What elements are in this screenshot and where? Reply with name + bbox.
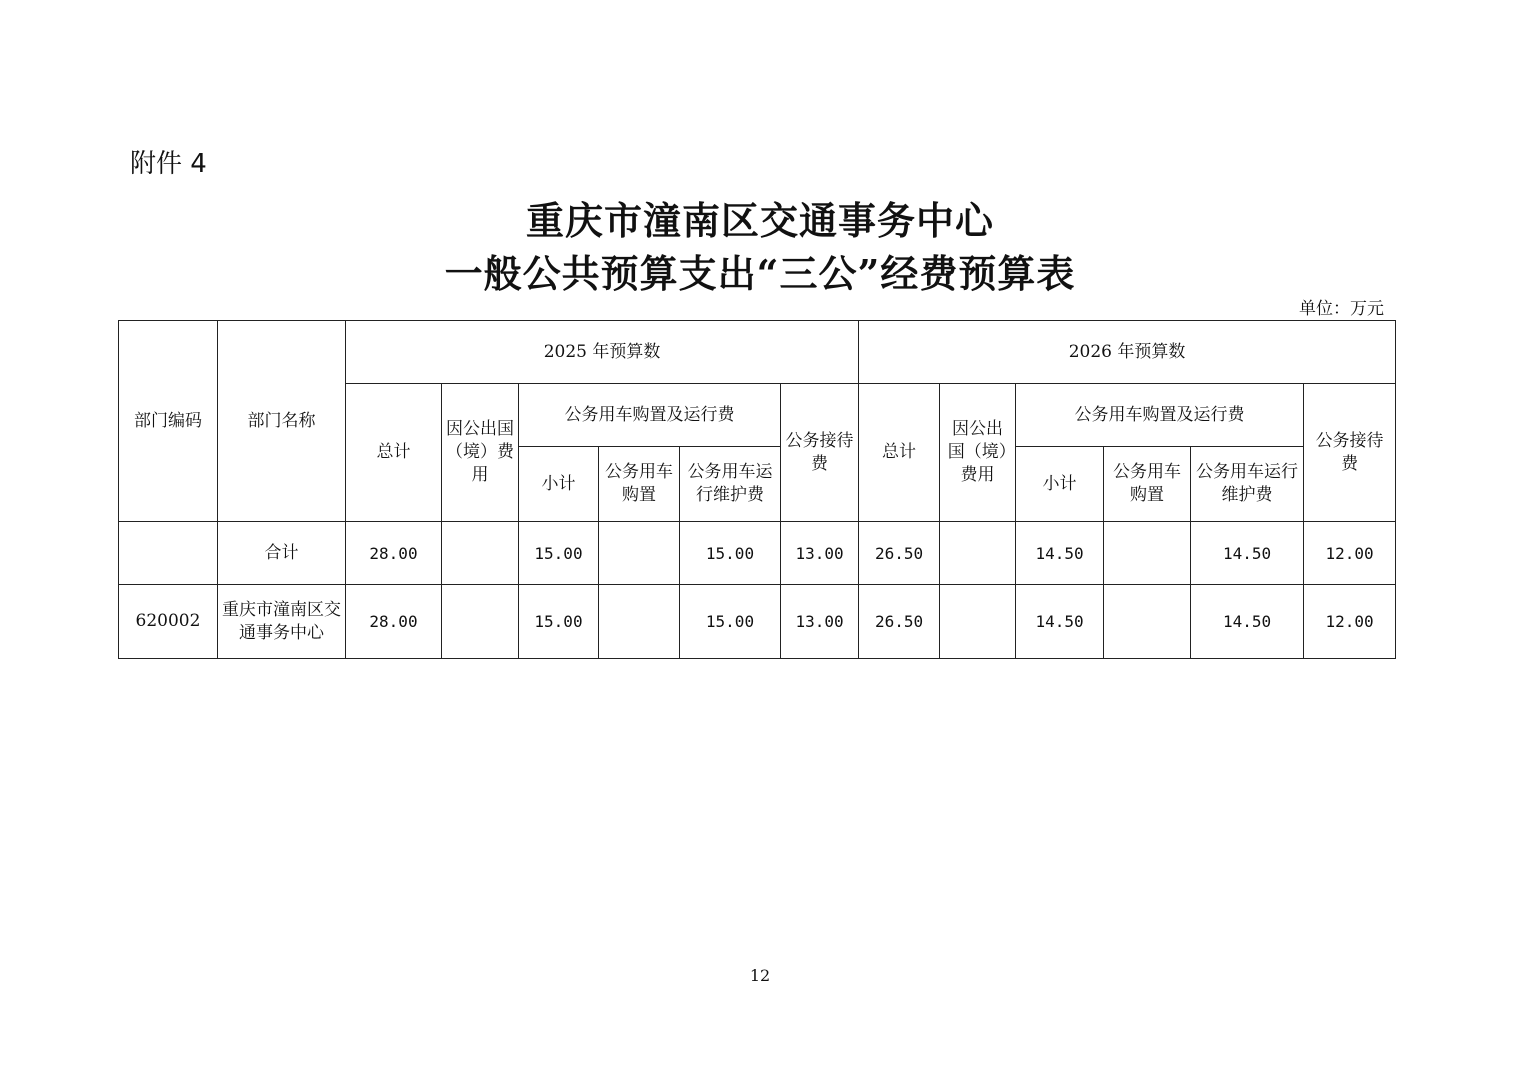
header-dept-name: 部门名称 <box>218 321 346 522</box>
cell-2025-abroad <box>442 522 519 585</box>
cell-2025-subtotal: 15.00 <box>519 585 599 659</box>
cell-2025-reception: 13.00 <box>781 522 859 585</box>
header-2026-vehicle-operation: 公务用车运行维护费 <box>1191 447 1304 522</box>
header-2025-vehicle-purchase: 公务用车购置 <box>599 447 680 522</box>
header-2026-vehicle-purchase: 公务用车购置 <box>1104 447 1191 522</box>
cell-dept-name: 合计 <box>218 522 346 585</box>
cell-dept-name: 重庆市潼南区交通事务中心 <box>218 585 346 659</box>
cell-2025-reception: 13.00 <box>781 585 859 659</box>
cell-2025-operation: 15.00 <box>680 585 781 659</box>
cell-2026-total: 26.50 <box>859 585 940 659</box>
header-2025-abroad: 因公出国（境）费用 <box>442 384 519 522</box>
cell-2026-operation: 14.50 <box>1191 585 1304 659</box>
table-row <box>119 585 1396 659</box>
cell-2026-subtotal: 14.50 <box>1016 522 1104 585</box>
header-year-2026: 2026 年预算数 <box>859 321 1396 384</box>
cell-2026-purchase <box>1104 522 1191 585</box>
cell-2026-purchase <box>1104 585 1191 659</box>
document-title-line1: 重庆市潼南区交通事务中心 <box>525 198 994 243</box>
header-2026-reception: 公务接待费 <box>1304 384 1396 522</box>
page-number: 12 <box>749 966 771 985</box>
cell-2025-operation: 15.00 <box>680 522 781 585</box>
cell-2025-purchase <box>599 522 680 585</box>
header-2026-subtotal: 小计 <box>1016 447 1104 522</box>
header-2025-total: 总计 <box>346 384 442 522</box>
document-title-line2: 一般公共预算支出“三公”经费预算表 <box>444 251 1076 296</box>
header-2026-abroad: 因公出国（境）费用 <box>940 384 1016 522</box>
budget-table <box>118 320 1396 659</box>
cell-2026-reception: 12.00 <box>1304 522 1396 585</box>
cell-2025-subtotal: 15.00 <box>519 522 599 585</box>
unit-label: 单位：万元 <box>1299 299 1384 319</box>
header-dept-code: 部门编码 <box>119 321 218 522</box>
cell-2025-total: 28.00 <box>346 522 442 585</box>
header-2026-total: 总计 <box>859 384 940 522</box>
cell-2025-abroad <box>442 585 519 659</box>
header-2025-vehicle: 公务用车购置及运行费 <box>519 384 781 447</box>
header-2026-vehicle: 公务用车购置及运行费 <box>1016 384 1304 447</box>
cell-2026-abroad <box>940 522 1016 585</box>
cell-2025-total: 28.00 <box>346 585 442 659</box>
header-2025-reception: 公务接待费 <box>781 384 859 522</box>
cell-2026-total: 26.50 <box>859 522 940 585</box>
cell-2025-purchase <box>599 585 680 659</box>
cell-2026-reception: 12.00 <box>1304 585 1396 659</box>
header-year-2025: 2025 年预算数 <box>346 321 859 384</box>
cell-dept-code: 620002 <box>119 585 218 659</box>
cell-dept-code <box>119 522 218 585</box>
cell-2026-operation: 14.50 <box>1191 522 1304 585</box>
header-2025-subtotal: 小计 <box>519 447 599 522</box>
cell-2026-abroad <box>940 585 1016 659</box>
table-row <box>119 522 1396 585</box>
header-2025-vehicle-operation: 公务用车运行维护费 <box>680 447 781 522</box>
cell-2026-subtotal: 14.50 <box>1016 585 1104 659</box>
attachment-label: 附件 4 <box>130 149 207 179</box>
